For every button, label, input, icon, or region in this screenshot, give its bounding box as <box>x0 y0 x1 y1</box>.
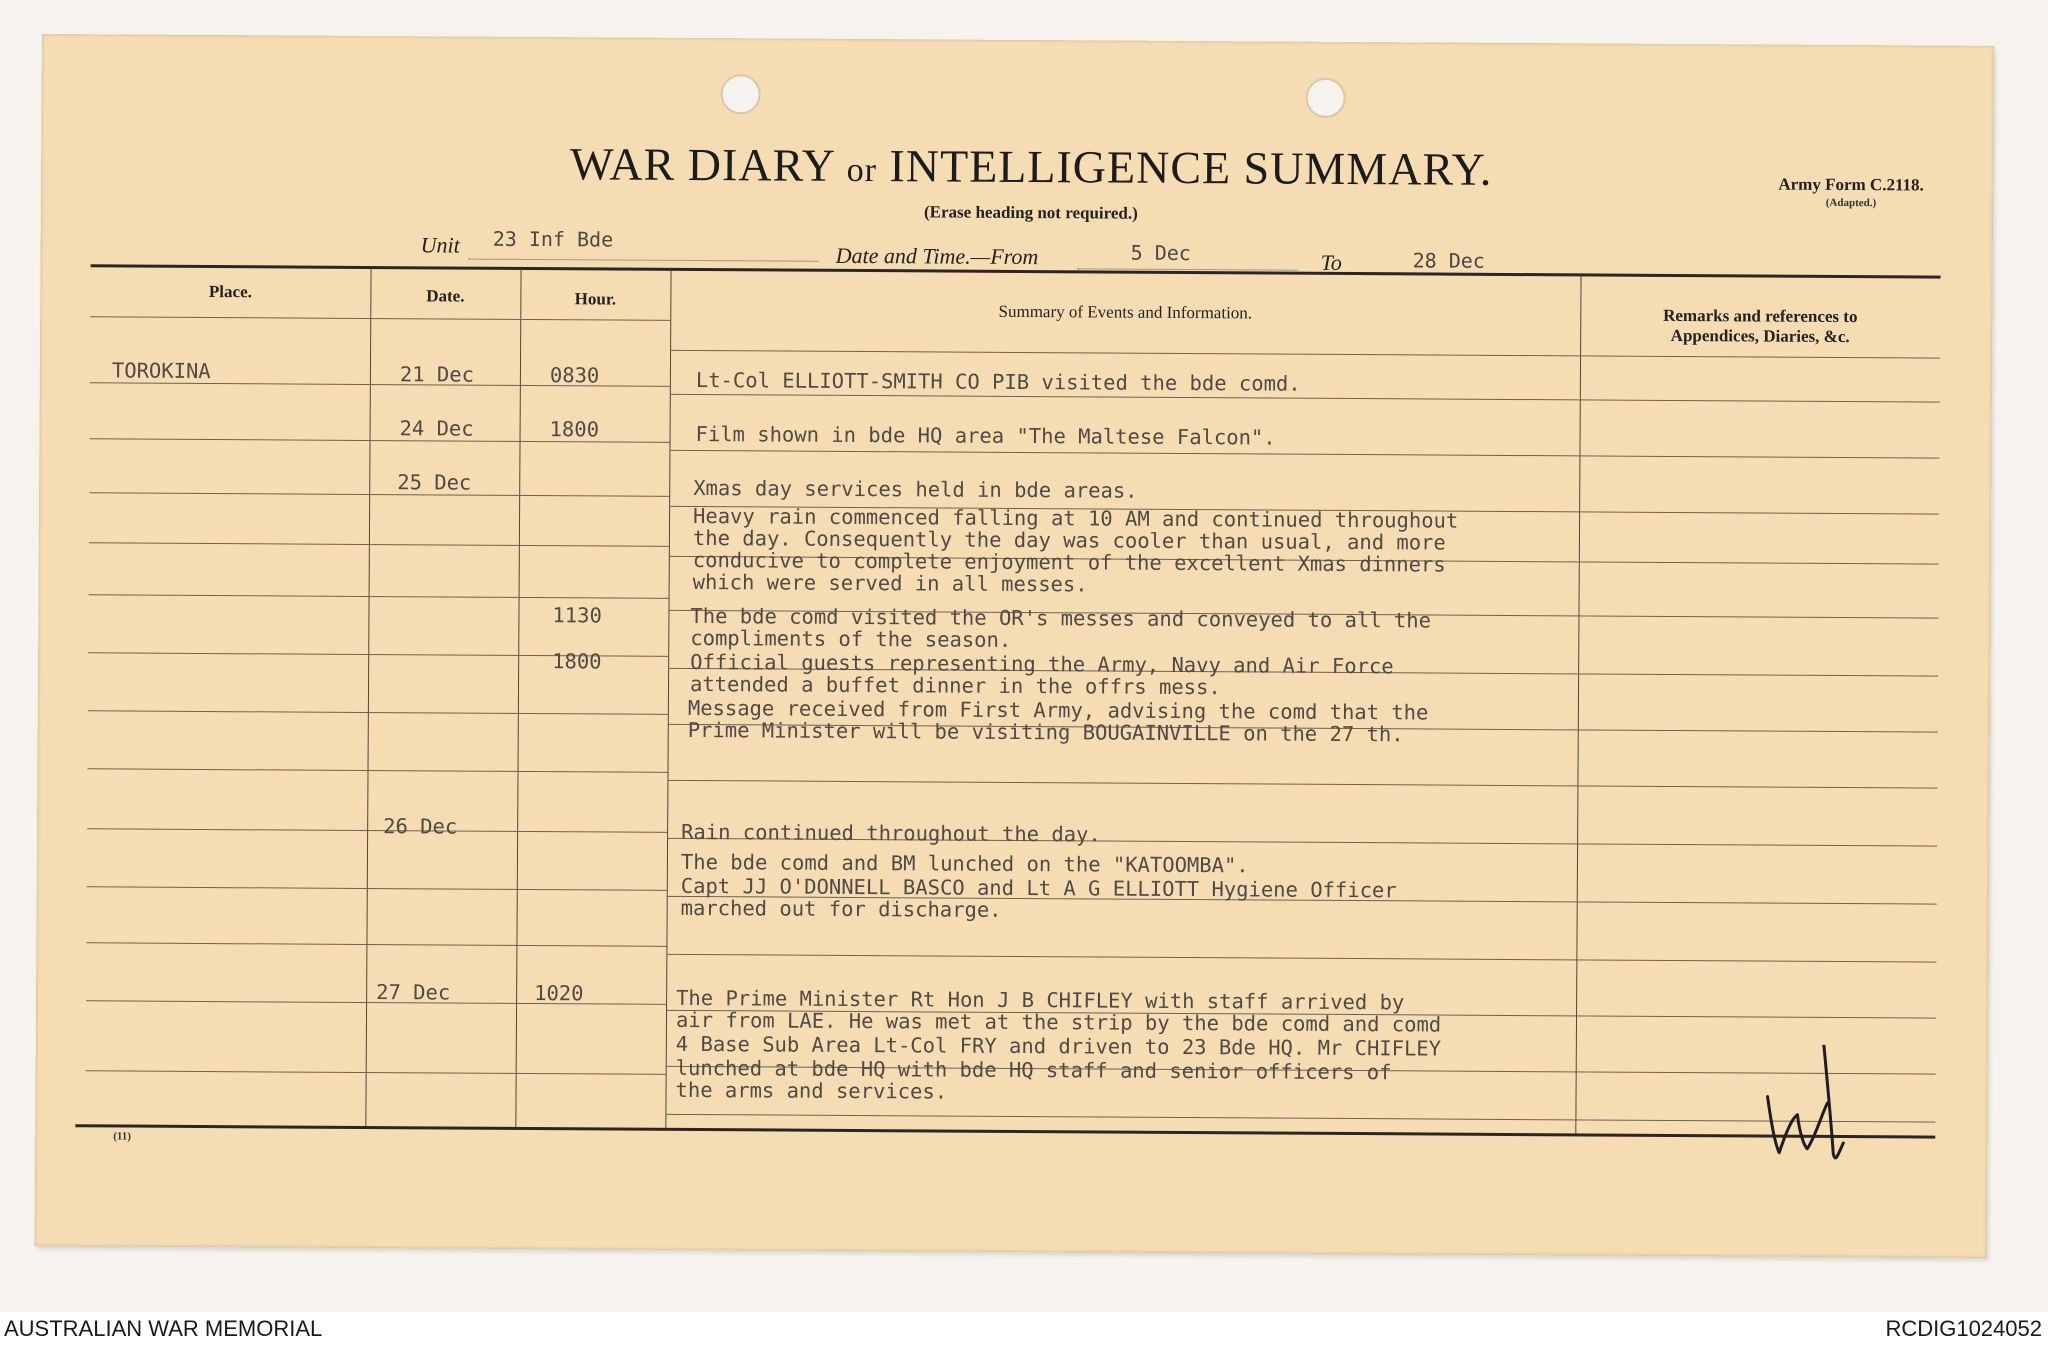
date-cell: 25 Dec <box>397 470 472 495</box>
remarks-header-line-2: Appendices, Diaries, &c. <box>1670 325 1850 347</box>
ruled-line <box>89 542 669 547</box>
summary-line: Rain continued throughout the day. <box>681 819 1101 847</box>
column-header-place: Place. <box>208 282 252 302</box>
ruled-line <box>90 316 670 321</box>
date-from-label: Date and Time.—From <box>835 242 1039 270</box>
remarks-header-line-1: Remarks and references to <box>1663 305 1858 327</box>
column-header-date: Date. <box>426 286 465 306</box>
form-print-code: (11) <box>113 1130 132 1143</box>
summary-line: conducive to complete enjoyment of the excellent Xmas dinners <box>692 547 1446 577</box>
column-divider <box>365 268 371 1126</box>
column-header-hour: Hour. <box>574 289 617 309</box>
date-to-label: To <box>1320 249 1342 275</box>
column-divider <box>515 269 521 1127</box>
title-part-2: INTELLIGENCE SUMMARY. <box>889 140 1493 195</box>
title-part-1: WAR DIARY <box>569 138 835 191</box>
summary-line: Capt JJ O'DONNELL BASCO and Lt A G ELLIOTT Hygiene Officer <box>680 873 1397 903</box>
unit-label: Unit <box>420 232 460 258</box>
title-or: or <box>846 151 878 190</box>
summary-line: Xmas day services held in bde areas. <box>693 475 1138 503</box>
summary-line: which were served in all messes. <box>692 569 1088 597</box>
summary-line: marched out for discharge. <box>680 895 1002 922</box>
ruled-line <box>88 768 668 773</box>
hour-cell: 0830 <box>549 363 600 388</box>
form-number: Army Form C.2118. <box>1778 174 1924 195</box>
date-cell: 26 Dec <box>383 814 458 839</box>
summary-line: Heavy rain commenced falling at 10 AM and continued throughout <box>692 503 1459 533</box>
hour-cell: 1800 <box>552 649 602 674</box>
archive-credit: AUSTRALIAN WAR MEMORIAL <box>4 1316 323 1341</box>
ruled-line <box>88 710 668 715</box>
war-diary-sheet <box>35 34 1994 1258</box>
date-cell: 21 Dec <box>399 362 475 387</box>
hour-cell: 1020 <box>534 981 584 1006</box>
column-divider <box>665 270 671 1128</box>
date-to-value: 28 Dec <box>1412 248 1485 273</box>
summary-line: attended a buffet dinner in the offrs mess. <box>689 671 1221 700</box>
ruled-line <box>87 828 667 833</box>
hour-cell: 1800 <box>549 417 600 442</box>
ruled-line <box>665 1114 1935 1123</box>
ruled-line <box>670 394 1940 403</box>
ruled-line <box>86 942 666 947</box>
handwritten-initials-signature <box>1761 1045 1846 1176</box>
page-title <box>541 137 1521 196</box>
summary-line: Lt-Col ELLIOTT-SMITH CO PIB visited the bde comd. <box>695 368 1301 396</box>
unit-underline <box>469 259 819 262</box>
form-adapted-note: (Adapted.) <box>1825 196 1877 210</box>
punch-hole-icon <box>1306 78 1346 118</box>
summary-line: The bde comd and BM lunched on the "KATOOMBA". <box>680 849 1249 878</box>
summary-line: Film shown in bde HQ area "The Maltese Falcon". <box>695 422 1276 450</box>
hour-cell: 1130 <box>552 603 602 628</box>
ruled-line <box>89 594 669 599</box>
column-header-summary: Summary of Events and Information. <box>998 301 1253 323</box>
place-value: TOROKINA <box>111 358 211 384</box>
summary-line: compliments of the season. <box>690 625 1012 652</box>
ruled-line <box>89 492 669 497</box>
date-cell: 24 Dec <box>399 416 474 441</box>
summary-line: the day. Consequently the day was cooler than usual, and more <box>692 525 1446 555</box>
table-bottom-rule <box>75 1124 1935 1138</box>
summary-line: 4 Base Sub Area Lt-Col FRY and driven to 23 Bde HQ. Mr CHIFLEY <box>675 1031 1442 1061</box>
punch-hole-icon <box>721 74 761 114</box>
column-divider <box>1575 275 1581 1133</box>
summary-line: Message received from First Army, advising the comd that the <box>687 695 1429 725</box>
summary-line: Prime Minister will be visiting BOUGAINVILLE on the 27 th. <box>687 717 1404 747</box>
summary-line: air from LAE. He was met at the strip by the bde comd and comd <box>675 1007 1442 1037</box>
ruled-line <box>670 350 1940 359</box>
summary-line: The Prime Minister Rt Hon J B CHIFLEY with staff arrived by <box>676 985 1405 1015</box>
ruled-line <box>669 450 1939 459</box>
ruled-line <box>667 780 1937 789</box>
date-from-value: 5 Dec <box>1130 240 1191 266</box>
column-header-remarks <box>1580 305 1940 347</box>
summary-line: lunched at bde HQ with bde HQ staff and senior officers of <box>675 1055 1392 1085</box>
heading-instruction: (Erase heading not required.) <box>923 202 1138 223</box>
date-cell: 27 Dec <box>376 980 451 1005</box>
ruled-line <box>666 954 1936 963</box>
archive-reference: RCDIG1024052 <box>1885 1316 2042 1341</box>
summary-line: Official guests representing the Army, Navy and Air Force <box>690 649 1394 679</box>
unit-value: 23 Inf Bde <box>492 226 614 252</box>
summary-line: The bde comd visited the OR's messes and conveyed to all the <box>690 603 1432 633</box>
ruled-line <box>86 1070 666 1075</box>
ruled-line <box>87 886 667 891</box>
summary-line: the arms and services. <box>675 1077 948 1104</box>
